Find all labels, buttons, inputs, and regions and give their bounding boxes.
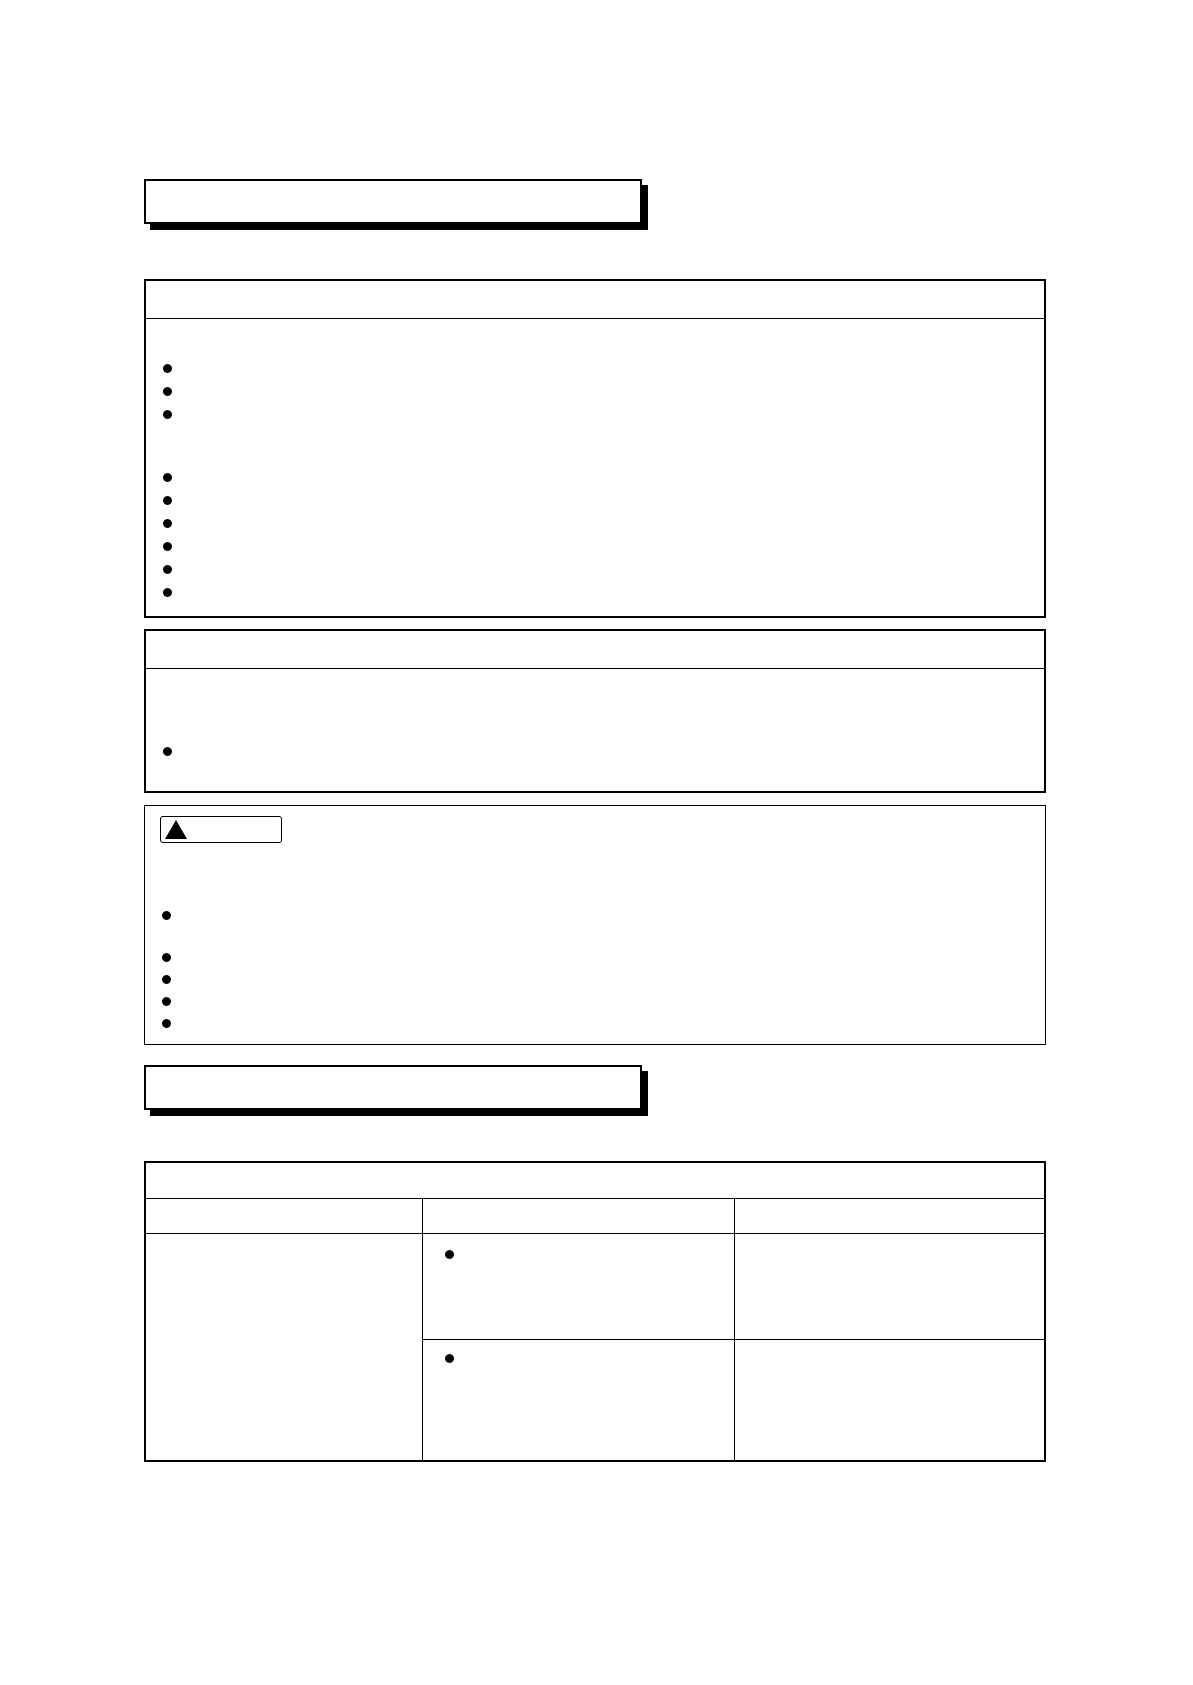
bullet-icon (163, 565, 172, 574)
bullet-icon (163, 496, 172, 505)
section-title-1 (144, 179, 642, 224)
table-divider (146, 1198, 1044, 1199)
section-title-2 (144, 1065, 642, 1110)
info-box-1-heading (146, 281, 1044, 319)
bullet-icon (163, 519, 172, 528)
warning-triangle-icon (165, 820, 187, 839)
bullet-icon (162, 911, 171, 920)
bullet-icon (163, 387, 172, 396)
troubleshooting-table (144, 1161, 1046, 1462)
bullet-icon (163, 542, 172, 551)
info-box-2 (144, 629, 1046, 793)
bullet-icon (163, 473, 172, 482)
table-divider (146, 1233, 1044, 1234)
bullet-icon (445, 1250, 454, 1259)
bullet-icon (162, 975, 171, 984)
bullet-icon (162, 997, 171, 1006)
warning-box (144, 805, 1046, 1045)
table-divider (734, 1198, 735, 1460)
bullet-icon (162, 953, 171, 962)
table-divider (422, 1198, 423, 1460)
info-box-1 (144, 279, 1046, 618)
bullet-icon (445, 1354, 454, 1363)
warning-label (160, 816, 282, 843)
bullet-icon (163, 747, 172, 756)
table-divider (422, 1339, 1044, 1340)
bullet-icon (163, 588, 172, 597)
info-box-2-heading (146, 631, 1044, 669)
bullet-icon (163, 410, 172, 419)
bullet-icon (162, 1019, 171, 1028)
bullet-icon (163, 364, 172, 373)
